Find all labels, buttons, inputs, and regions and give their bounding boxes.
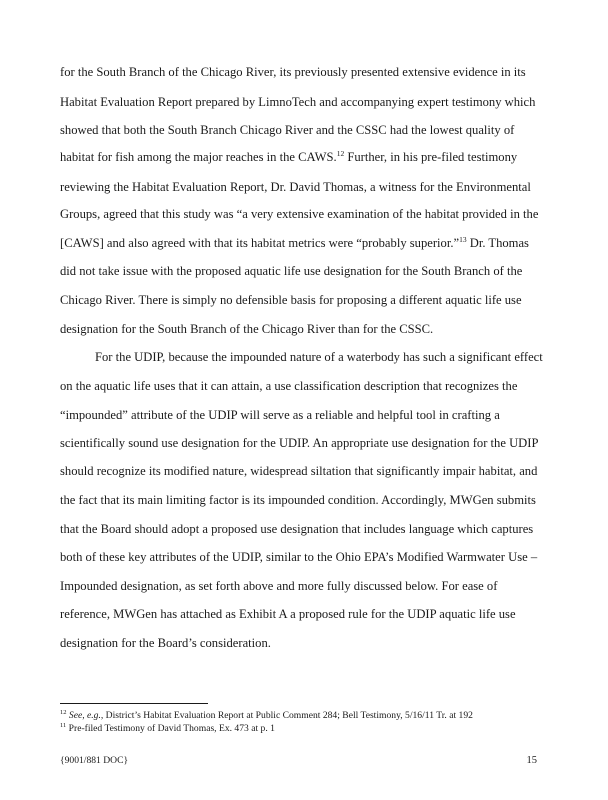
body-line: for the South Branch of the Chicago River, its previously presented extensive evidence in its <box>60 65 526 79</box>
body-line-text: [CAWS] and also agreed with that its habitat metrics were “probably superior.” <box>60 236 460 250</box>
body-line: designation for the Board’s consideration. <box>60 636 271 650</box>
body-line <box>60 151 517 164</box>
body-line: reference, MWGen has attached as Exhibit A a proposed rule for the UDIP aquatic life use <box>60 607 516 621</box>
body-line: scientifically sound use designation for the UDIP. An appropriate use designation for the UDIP <box>60 436 539 450</box>
body-line: “impounded” attribute of the UDIP will serve as a reliable and helpful tool in crafting a <box>60 408 500 422</box>
paragraph-first-line: For the UDIP, because the impounded nature of a waterbody has such a significant effect <box>95 350 543 364</box>
body-line: Impounded designation, as set forth above and more fully discussed below. For ease of <box>60 579 498 593</box>
body-line-text: Further, in his pre-filed testimony <box>344 150 518 164</box>
body-line: that the Board should adopt a proposed use designation that includes language which captures <box>60 522 534 536</box>
body-line: Habitat Evaluation Report prepared by LimnoTech and accompanying expert testimony which <box>60 95 536 109</box>
body-line <box>60 237 529 250</box>
footnote-separator <box>60 703 208 704</box>
body-line-text: Dr. Thomas <box>466 236 529 250</box>
page-number: 15 <box>526 755 537 766</box>
footnote-signal: See, e.g., <box>68 710 104 721</box>
footnote-13 <box>60 724 275 734</box>
body-line: Groups, agreed that this study was “a very extensive examination of the habitat provided in the <box>60 207 539 221</box>
footnote-ref-12: 12 <box>336 149 345 158</box>
footnote-text: District’s Habitat Evaluation Report at Public Comment 284; Bell Testimony, 5/16/11 Tr. at 192 <box>103 710 473 721</box>
document-id: {9001/881 DOC} <box>60 755 129 766</box>
body-line: designation for the South Branch of the Chicago River than for the CSSC. <box>60 322 434 336</box>
body-line: did not take issue with the proposed aquatic life use designation for the South Branch of the <box>60 264 523 278</box>
body-line: Chicago River. There is simply no defensible basis for proposing a different aquatic life use <box>60 293 522 307</box>
footnote-text: Pre-filed Testimony of David Thomas, Ex. 473 at p. 1 <box>66 723 275 734</box>
body-line: on the aquatic life uses that it can attain, a use classification description that recognizes the <box>60 379 518 393</box>
body-line: both of these key attributes of the UDIP, similar to the Ohio EPA’s Modified Warmwater Use – <box>60 550 538 564</box>
footnote-number: 11 <box>60 722 67 729</box>
footnote-ref-13: 13 <box>459 235 467 244</box>
body-line: reviewing the Habitat Evaluation Report, Dr. David Thomas, a witness for the Environmental <box>60 180 531 194</box>
footnote-number: 12 <box>60 709 67 716</box>
body-line: the fact that its main limiting factor is its impounded condition. Accordingly, MWGen submits <box>60 493 536 507</box>
footnote-12 <box>60 711 473 721</box>
body-line: showed that both the South Branch Chicago River and the CSSC had the lowest quality of <box>60 123 515 137</box>
body-line: should recognize its modified nature, widespread siltation that significantly impair habitat, and <box>60 464 538 478</box>
body-line-text: habitat for fish among the major reaches in the CAWS. <box>60 150 337 164</box>
